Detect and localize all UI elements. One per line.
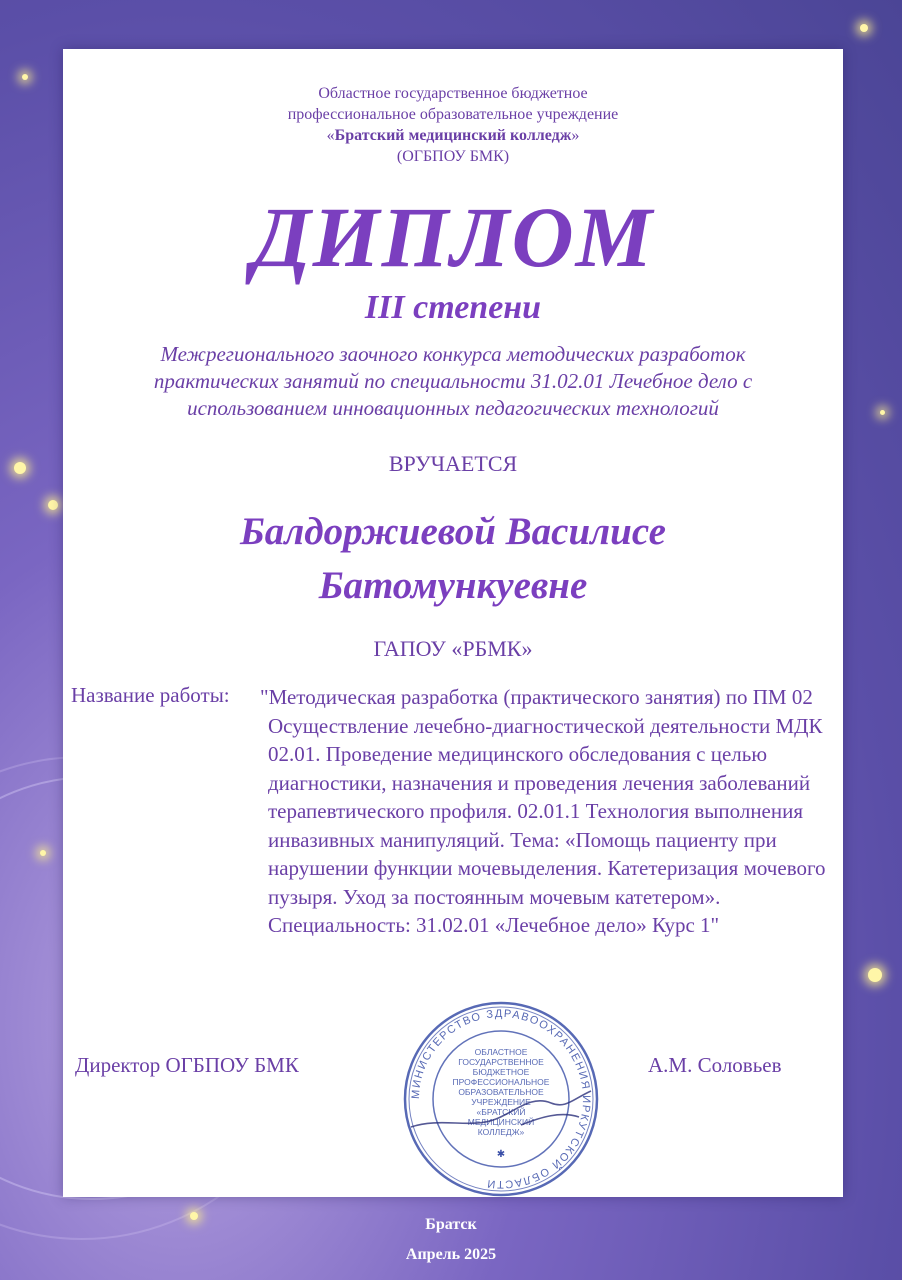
director-title: Директор ОГБПОУ БМК <box>75 1053 299 1077</box>
header-line: (ОГБПОУ БМК) <box>396 148 510 165</box>
recipient-organization: ГАПОУ «РБМК» <box>373 636 533 661</box>
college-seal <box>401 999 601 1199</box>
seal-inner-text: ОБЛАСТНОЕ <box>474 1047 528 1057</box>
sparkle <box>48 500 58 510</box>
seal-inner-text: «БРАТСКИЙ <box>476 1107 526 1117</box>
quote-open: « <box>326 127 335 144</box>
director-name: А.М. Соловьев <box>648 1053 782 1077</box>
contest-line: практических занятий по специальности 31.02.01 Лечебное дело с <box>153 369 753 393</box>
recipient-name <box>63 505 843 613</box>
seal-inner-text: ГОСУДАРСТВЕННОЕ <box>458 1057 544 1067</box>
seal-outer-text: МИНИСТЕРСТВО ЗДРАВООХРАНЕНИЯ ИРКУТСКОЙ ОБЛАСТИ <box>409 1007 593 1191</box>
sparkle <box>860 24 868 32</box>
seal-inner-text: ОБРАЗОВАТЕЛЬНОЕ <box>458 1087 544 1097</box>
awarded-label: ВРУЧАЕТСЯ <box>388 451 518 476</box>
sparkle <box>22 74 28 80</box>
sparkle <box>40 850 46 856</box>
work-title-text: "Методическая разработка (практического занятия) по ПМ 02 Осуществление лечебно-диагностической деятельности МДК 02.01. Проведение медицинского обследования с целью диагностики, назначения и проведения лечения заболеваний терапевтического профиля. 02.01.1 Технология выполнения инвазивных манипуляций. Тема: «Помощь пациенту при нарушении функции мочевыделения. Катетеризация мочевого пузыря. Уход за постоянным мочевым катетером». Специальность: 31.02.01 «Лечебное дело» Курс 1" <box>260 685 826 937</box>
recipient-line: Батомункуевне <box>318 564 588 607</box>
header-line: Областное государственное бюджетное <box>318 85 588 102</box>
footer-city: Братск <box>425 1216 477 1233</box>
diploma-degree: III степени <box>364 289 542 326</box>
diploma-sheet <box>63 49 843 1197</box>
quote-close: » <box>571 127 580 144</box>
recipient-line: Балдоржиевой Василисе <box>240 510 666 553</box>
contest-description <box>83 341 823 422</box>
seal-inner-text: КОЛЛЕДЖ» <box>477 1127 525 1137</box>
seal-inner-text: МЕДИЦИНСКИЙ <box>467 1117 535 1127</box>
footer-date: Апрель 2025 <box>405 1246 497 1263</box>
sparkle <box>880 410 885 415</box>
sparkle <box>868 968 882 982</box>
seal-star-icon: ✱ <box>496 1149 506 1160</box>
diploma-title: ДИПЛОМ <box>251 189 655 285</box>
seal-inner-text: ПРОФЕССИОНАЛЬНОЕ <box>452 1077 550 1087</box>
seal-inner-text: УЧРЕЖДЕНИЕ <box>471 1097 531 1107</box>
header-line <box>63 125 843 146</box>
institution-header <box>63 83 843 167</box>
college-name: Братский медицинский колледж <box>334 127 572 144</box>
contest-line: использованием инновационных педагогических технологий <box>187 396 719 420</box>
work-title-label: Название работы: <box>71 683 230 707</box>
header-line: профессиональное образовательное учреждение <box>287 106 619 123</box>
contest-line: Межрегионального заочного конкурса методических разработок <box>160 342 746 366</box>
seal-inner-text: БЮДЖЕТНОЕ <box>472 1067 530 1077</box>
sparkle <box>14 462 26 474</box>
